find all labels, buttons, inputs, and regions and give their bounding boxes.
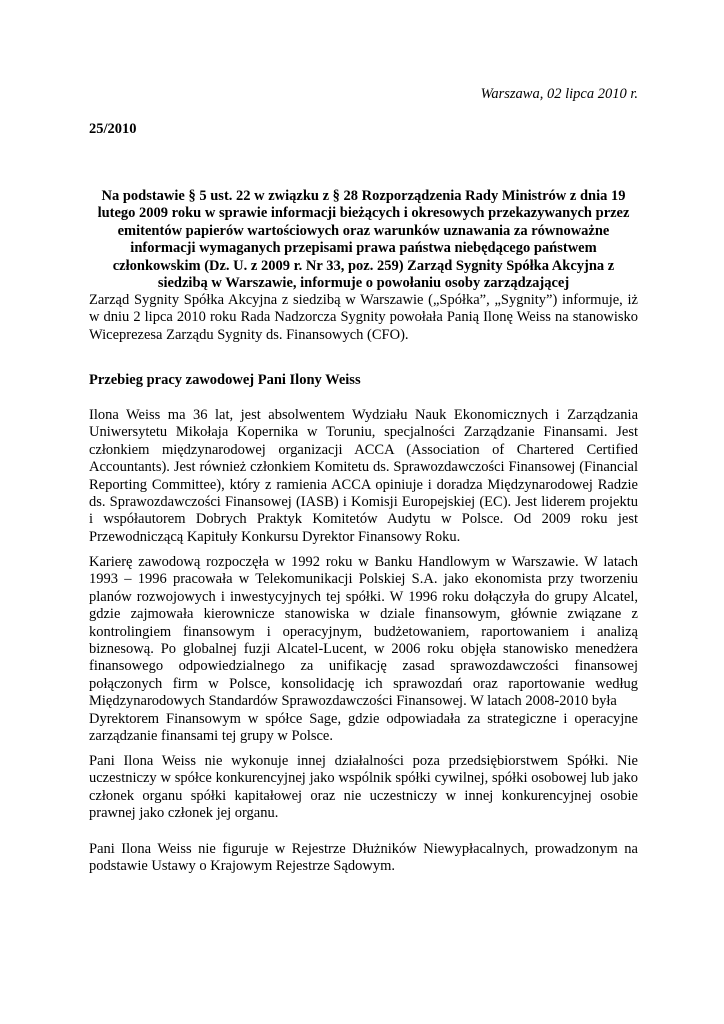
text-line: Dyrektorem Finansowym w spółce Sage, gdzie odpowiadała za strategiczne i operacyjne (89, 710, 638, 727)
text-line: Pani Ilona Weiss nie wykonuje innej działalności poza przedsiębiorstwem Spółki. Nie (89, 753, 638, 769)
education-paragraph (89, 407, 638, 546)
text-line: Na podstawie § 5 ust. 22 w związku z § 28 Rozporządzenia Rady Ministrów z dnia 19 (101, 188, 626, 204)
text-line: połączonych firm w Polsce, konsolidację ich sprawozdań oraz raportowanie według (89, 675, 638, 692)
text-line: ds. Sprawozdawczości Finansowej (IASB) i Komisji Europejskiej (EC). Jest liderem projektu (89, 494, 638, 511)
text-line: lutego 2009 roku w sprawie informacji bieżących i okresowych przekazywanych przez (97, 205, 630, 222)
career-section-heading: Przebieg pracy zawodowej Pani Ilony Weiss (89, 372, 361, 388)
text-line: uczestniczy w spółce konkurencyjnej jako wspólnik spółki cywilnej, spółki osobowej lub jako (89, 770, 638, 787)
text-line: członkowskim (Dz. U. z 2009 r. Nr 33, poz. 259) Zarząd Sygnity Spółka Akcyjna z (112, 257, 615, 274)
legal-basis-heading (89, 188, 638, 292)
text-line: Karierę zawodową rozpoczęła w 1992 roku w Banku Handlowym w Warszawie. W latach (89, 554, 638, 570)
text-line: członek organu spółki kapitałowej oraz nie uczestniczy w innej konkurencyjnej osobie (89, 787, 638, 804)
document-date: Warszawa, 02 lipca 2010 r. (480, 86, 638, 102)
announcement-paragraph (89, 292, 638, 344)
non-compete-paragraph (89, 753, 638, 823)
text-line: finansowego odpowiedzialnego za unifikację zasad sprawozdawczości finansowej (89, 658, 638, 675)
text-line: i współautorem Dobrych Praktyk Komitetów Audytu w Polsce. Od 2009 roku jest (89, 511, 638, 528)
report-number: 25/2010 (89, 121, 137, 137)
text-line: planów rozwojowych i inwestycyjnych tej spółki. W 1996 roku dołączyła do grupy Alcatel, (89, 588, 638, 605)
text-line: emitentów papierów wartościowych oraz warunków uznawania za równoważne (117, 222, 610, 239)
text-line: 1993 – 1996 pracowała w Telekomunikacji Polskiej S.A. jako ekonomista przy tworzeniu (89, 571, 638, 588)
text-line: zarządzanie finansami tej grupy w Polsce. (89, 728, 333, 745)
text-line: Przewodniczącą Kapituły Konkursu Dyrektor Finansowy Roku. (89, 528, 461, 545)
text-line: Wiceprezesa Zarządu Sygnity ds. Finansowych (CFO). (89, 326, 409, 343)
text-line: Uniwersytetu Mikołaja Kopernika w Toruniu, specjalności Zarządzanie Finansami. Jest (89, 424, 638, 441)
text-line: Międzynarodowych Standardów Sprawozdawczości Finansowej. W latach 2008-2010 była (89, 693, 617, 710)
text-line: w dniu 2 lipca 2010 roku Rada Nadzorcza Sygnity powołała Panią Ilonę Weiss na stanowisko (89, 309, 638, 326)
text-line: prawnej jako członek jej organu. (89, 805, 279, 822)
text-line: biznesową. Po globalnej fuzji Alcatel-Lucent, w 2006 roku objęła stanowisko menedżera (89, 641, 638, 658)
text-line: kontrolingiem finansowym i operacyjnym, budżetowaniem, raportowaniem i analizą (89, 623, 638, 640)
text-line: Ilona Weiss ma 36 lat, jest absolwentem Wydziału Nauk Ekonomicznych i Zarządzania (89, 407, 638, 423)
text-line: członkiem międzynarodowej organizacji ACCA (Association of Chartered Certified (89, 441, 638, 458)
text-line: Zarząd Sygnity Spółka Akcyjna z siedzibą w Warszawie („Spółka”, „Sygnity”) informuje, iż (89, 292, 638, 308)
document-page (89, 0, 638, 1024)
text-line: gdzie zajmowała kierownicze stanowiska w dziale finansowym, głównie związane z (89, 606, 638, 623)
text-line: Pani Ilona Weiss nie figuruje w Rejestrze Dłużników Niewypłacalnych, prowadzonym na (89, 841, 638, 857)
career-paragraph (89, 554, 638, 745)
registry-paragraph (89, 841, 638, 876)
text-line: Accountants). Jest również członkiem Komitetu ds. Sprawozdawczości Finansowej (Financial (89, 459, 638, 476)
text-line: informacji wymaganych przepisami prawa państwa niebędącego państwem (130, 240, 597, 257)
text-line: Reporting Committee), który z ramienia ACCA opiniuje i doradza Międzynarodowej Radzie (89, 476, 638, 493)
text-line: podstawie Ustawy o Krajowym Rejestrze Sądowym. (89, 858, 396, 875)
text-line: siedzibą w Warszawie, informuje o powołaniu osoby zarządzającej (157, 275, 570, 292)
